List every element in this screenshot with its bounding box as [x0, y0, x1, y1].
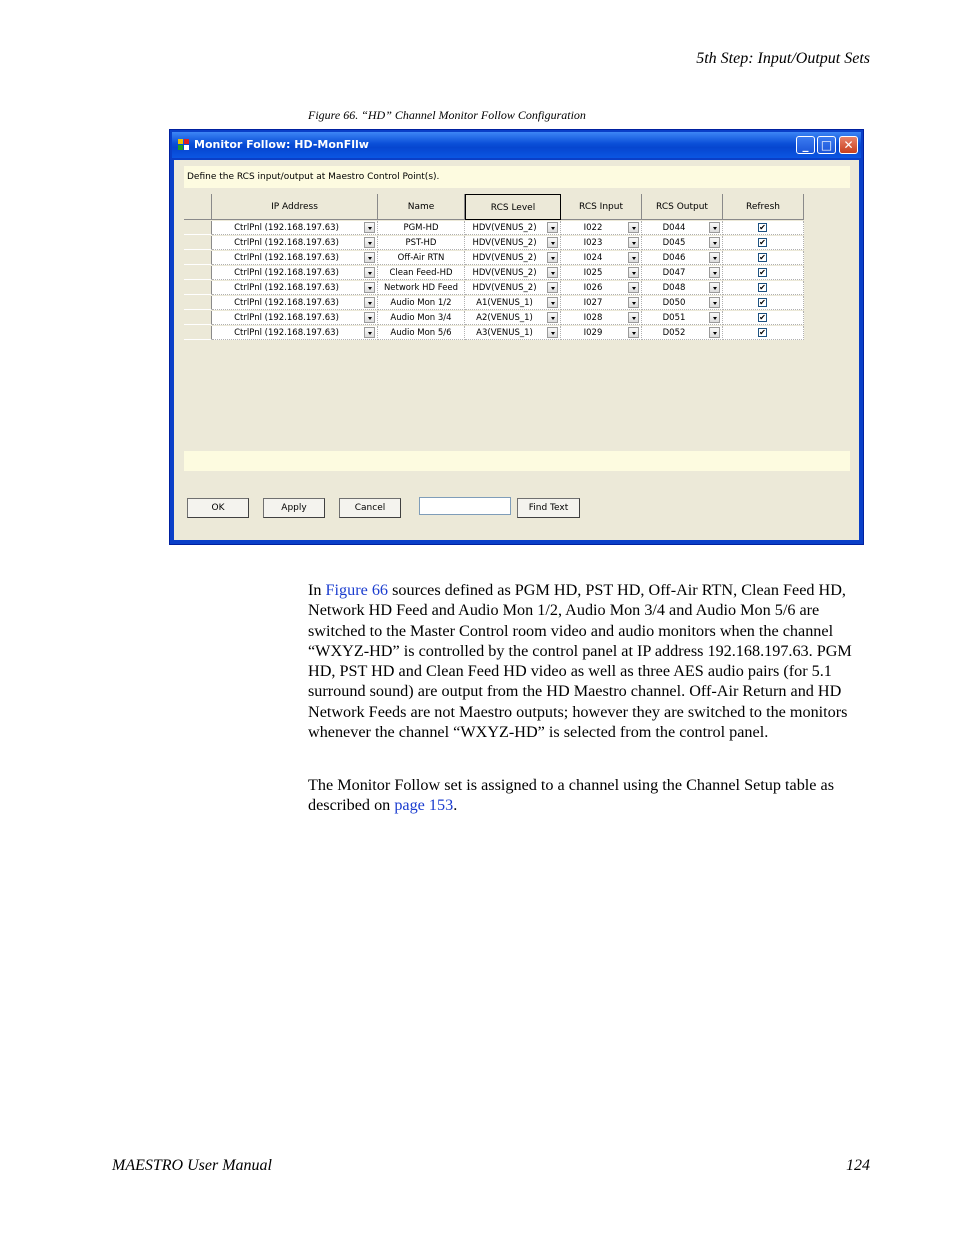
refresh-cell: [723, 281, 804, 295]
dropdown-arrow-icon[interactable]: [364, 327, 375, 338]
dropdown-arrow-icon[interactable]: [709, 252, 720, 263]
rcs-level-cell[interactable]: [465, 266, 561, 280]
name-cell-text: PGM-HD: [403, 223, 439, 233]
name-cell[interactable]: [378, 296, 465, 310]
rcs-level-cell[interactable]: [465, 221, 561, 235]
rcs-input-cell[interactable]: [561, 296, 642, 310]
title-bar[interactable]: [172, 132, 861, 158]
rcs-output-cell-text: D051: [662, 313, 686, 323]
column-header-ip-address[interactable]: IP Address: [212, 194, 378, 220]
rcs-level-cell-text: HDV(VENUS_2): [472, 268, 537, 278]
rcs-level-cell[interactable]: [465, 296, 561, 310]
rcs-output-cell[interactable]: [642, 251, 723, 265]
app-grid-icon: [178, 139, 190, 151]
rcs-level-cell[interactable]: [465, 251, 561, 265]
dropdown-arrow-icon[interactable]: [364, 282, 375, 293]
ip-address-cell[interactable]: [212, 266, 378, 280]
rcs-input-cell-text: I022: [583, 223, 603, 233]
p2-text: The Monitor Follow set is assigned to a channel using the Channel Setup table as described on: [308, 776, 835, 815]
dropdown-arrow-icon[interactable]: [547, 222, 558, 233]
rcs-input-cell[interactable]: [561, 221, 642, 235]
refresh-checkbox[interactable]: ✔: [759, 238, 766, 247]
row-header[interactable]: [184, 221, 212, 235]
refresh-cell: [723, 311, 804, 325]
figure-caption: Figure 66. “HD” Channel Monitor Follow Configuration: [308, 108, 586, 122]
dropdown-arrow-icon[interactable]: [709, 222, 720, 233]
figure-66-link[interactable]: Figure 66: [325, 581, 389, 599]
dropdown-arrow-icon[interactable]: [547, 327, 558, 338]
rcs-input-cell-text: I024: [583, 253, 603, 263]
refresh-cell: [723, 251, 804, 265]
ip-address-cell-text: CtrlPnl (192.168.197.63): [234, 313, 339, 323]
grid-corner: [184, 194, 212, 220]
dropdown-arrow-icon[interactable]: [628, 267, 639, 278]
column-header-rcs-level[interactable]: RCS Level: [465, 194, 561, 220]
column-header-name[interactable]: Name: [378, 194, 465, 220]
window-client-area: [174, 160, 859, 540]
dropdown-arrow-icon[interactable]: [547, 282, 558, 293]
close-button[interactable]: ✕: [839, 136, 858, 154]
page-153-link[interactable]: page 153: [394, 796, 454, 815]
ip-address-cell-text: CtrlPnl (192.168.197.63): [234, 268, 339, 278]
running-header: 5th Step: Input/Output Sets: [696, 50, 870, 67]
rcs-output-cell[interactable]: [642, 266, 723, 280]
apply-button[interactable]: Apply: [263, 498, 325, 518]
footer-manual-title: MAESTRO User Manual: [112, 1157, 272, 1174]
column-header-rcs-input[interactable]: RCS Input: [561, 194, 642, 220]
rcs-level-cell-text: A3(VENUS_1): [476, 328, 533, 338]
ip-address-cell-text: CtrlPnl (192.168.197.63): [234, 253, 339, 263]
name-cell[interactable]: [378, 311, 465, 325]
info-bar: Define the RCS input/output at Maestro Control Point(s).: [184, 166, 850, 188]
rcs-level-cell-text: HDV(VENUS_2): [472, 223, 537, 233]
dropdown-arrow-icon[interactable]: [709, 282, 720, 293]
rcs-output-cell-text: D050: [662, 298, 686, 308]
name-cell-text: Audio Mon 1/2: [390, 298, 452, 308]
status-bar: [184, 451, 850, 471]
row-header[interactable]: [184, 281, 212, 295]
dropdown-arrow-icon[interactable]: [628, 312, 639, 323]
footer-page-number: 124: [846, 1157, 870, 1174]
name-cell[interactable]: [378, 251, 465, 265]
dropdown-arrow-icon[interactable]: [364, 312, 375, 323]
rcs-output-cell-text: D047: [662, 268, 686, 278]
dropdown-arrow-icon[interactable]: [709, 297, 720, 308]
dropdown-arrow-icon[interactable]: [547, 252, 558, 263]
name-cell-text: Network HD Feed: [383, 283, 459, 293]
refresh-cell: [723, 221, 804, 235]
dropdown-arrow-icon[interactable]: [709, 237, 720, 248]
name-cell[interactable]: [378, 221, 465, 235]
rcs-output-cell-text: D052: [662, 328, 686, 338]
ip-address-cell[interactable]: [212, 236, 378, 250]
find-text-button[interactable]: Find Text: [517, 498, 580, 518]
ok-button[interactable]: OK: [187, 498, 249, 518]
column-header-rcs-output[interactable]: RCS Output: [642, 194, 723, 220]
column-header-refresh[interactable]: Refresh: [723, 194, 804, 220]
row-header[interactable]: [184, 236, 212, 250]
ip-address-cell[interactable]: [212, 221, 378, 235]
rcs-input-cell-text: I025: [583, 268, 603, 278]
monitor-follow-grid: [184, 194, 850, 441]
dropdown-arrow-icon[interactable]: [709, 327, 720, 338]
dropdown-arrow-icon[interactable]: [628, 237, 639, 248]
rcs-input-cell-text: I027: [583, 298, 603, 308]
name-cell-text: Off-Air RTN: [397, 253, 445, 263]
dropdown-arrow-icon[interactable]: [547, 267, 558, 278]
rcs-input-cell-text: I023: [583, 238, 603, 248]
minimize-button[interactable]: _: [796, 136, 815, 154]
dropdown-arrow-icon[interactable]: [709, 312, 720, 323]
refresh-checkbox[interactable]: ✔: [759, 283, 766, 292]
refresh-cell: [723, 326, 804, 340]
rcs-input-cell[interactable]: [561, 326, 642, 340]
rcs-level-cell-text: HDV(VENUS_2): [472, 283, 537, 293]
rcs-output-cell[interactable]: [642, 296, 723, 310]
ip-address-cell-text: CtrlPnl (192.168.197.63): [234, 238, 339, 248]
dropdown-arrow-icon[interactable]: [628, 297, 639, 308]
dropdown-arrow-icon[interactable]: [547, 312, 558, 323]
dropdown-arrow-icon[interactable]: [547, 237, 558, 248]
rcs-level-cell-text: HDV(VENUS_2): [472, 238, 537, 248]
cancel-button[interactable]: Cancel: [339, 498, 401, 518]
dropdown-arrow-icon[interactable]: [628, 327, 639, 338]
rcs-input-cell-text: I026: [583, 283, 603, 293]
rcs-output-cell-text: D046: [662, 253, 686, 263]
rcs-input-cell[interactable]: [561, 251, 642, 265]
ip-address-cell[interactable]: [212, 296, 378, 310]
dropdown-arrow-icon[interactable]: [628, 282, 639, 293]
p2-end: .: [453, 796, 458, 815]
paragraph-2: [308, 775, 870, 816]
rcs-input-cell[interactable]: [561, 236, 642, 250]
row-header[interactable]: [184, 326, 212, 340]
row-header[interactable]: [184, 311, 212, 325]
dropdown-arrow-icon[interactable]: [364, 252, 375, 263]
name-cell[interactable]: [378, 266, 465, 280]
row-header[interactable]: [184, 266, 212, 280]
refresh-checkbox[interactable]: ✔: [759, 328, 766, 337]
find-text-input[interactable]: [419, 497, 511, 515]
p1-intro: In: [308, 581, 326, 599]
rcs-level-cell-text: A2(VENUS_1): [476, 313, 533, 323]
dropdown-arrow-icon[interactable]: [628, 252, 639, 263]
refresh-cell: [723, 236, 804, 250]
dropdown-arrow-icon[interactable]: [364, 222, 375, 233]
ip-address-cell[interactable]: [212, 251, 378, 265]
ip-address-cell-text: CtrlPnl (192.168.197.63): [234, 283, 339, 293]
rcs-level-cell[interactable]: [465, 281, 561, 295]
name-cell-text: Audio Mon 3/4: [390, 313, 452, 323]
name-cell-text: Audio Mon 5/6: [390, 328, 452, 338]
rcs-output-cell[interactable]: [642, 326, 723, 340]
rcs-output-cell[interactable]: [642, 221, 723, 235]
rcs-level-cell[interactable]: [465, 311, 561, 325]
row-header[interactable]: [184, 296, 212, 310]
window-title: Monitor Follow: HD-MonFllw: [194, 138, 369, 151]
dropdown-arrow-icon[interactable]: [364, 267, 375, 278]
refresh-cell: [723, 296, 804, 310]
refresh-checkbox[interactable]: ✔: [759, 268, 766, 277]
rcs-output-cell-text: D048: [662, 283, 686, 293]
rcs-output-cell[interactable]: [642, 311, 723, 325]
dropdown-arrow-icon[interactable]: [709, 267, 720, 278]
ip-address-cell-text: CtrlPnl (192.168.197.63): [234, 223, 339, 233]
rcs-level-cell[interactable]: [465, 326, 561, 340]
dropdown-arrow-icon[interactable]: [628, 222, 639, 233]
ip-address-cell[interactable]: [212, 326, 378, 340]
ip-address-cell[interactable]: [212, 311, 378, 325]
refresh-checkbox[interactable]: ✔: [759, 313, 766, 322]
maximize-button[interactable]: □: [817, 136, 836, 154]
name-cell-text: Clean Feed-HD: [389, 268, 453, 278]
rcs-output-cell[interactable]: [642, 236, 723, 250]
ip-address-cell[interactable]: [212, 281, 378, 295]
paragraph-1: [308, 580, 870, 742]
p1-text: sources defined as PGM HD, PST HD, Off-Air RTN, Clean Feed HD, Network HD Feed and Audio Mon 1/2, Audio Mon 3/4 and Audio Mon 5/6 are switched to the Master Control room video and audio monitors when the channel “WXYZ-HD” is controlled by the control panel at IP address 192.168.197.63. PGM HD, PST HD and Clean Feed HD video as well as three AES audio pairs (for 5.1 surround sound) are output from the HD Maestro channel. Off-Air Return and HD Network Feeds are not Maestro outputs; however they are switched to the monitors whenever the channel “WXYZ-HD” is selected from the control panel.: [308, 581, 852, 742]
ip-address-cell-text: CtrlPnl (192.168.197.63): [234, 298, 339, 308]
monitor-follow-window: [169, 129, 864, 545]
row-header[interactable]: [184, 251, 212, 265]
name-cell[interactable]: [378, 326, 465, 340]
rcs-output-cell[interactable]: [642, 281, 723, 295]
rcs-input-cell-text: I028: [583, 313, 603, 323]
dropdown-arrow-icon[interactable]: [547, 297, 558, 308]
rcs-output-cell-text: D045: [662, 238, 686, 248]
name-cell-text: PST-HD: [405, 238, 437, 248]
rcs-level-cell-text: HDV(VENUS_2): [472, 253, 537, 263]
dropdown-arrow-icon[interactable]: [364, 297, 375, 308]
refresh-cell: [723, 266, 804, 280]
rcs-input-cell[interactable]: [561, 266, 642, 280]
refresh-checkbox[interactable]: ✔: [759, 223, 766, 232]
rcs-input-cell[interactable]: [561, 311, 642, 325]
rcs-input-cell[interactable]: [561, 281, 642, 295]
rcs-input-cell-text: I029: [583, 328, 603, 338]
refresh-checkbox[interactable]: ✔: [759, 298, 766, 307]
name-cell[interactable]: [378, 236, 465, 250]
rcs-level-cell-text: A1(VENUS_1): [476, 298, 533, 308]
name-cell[interactable]: [378, 281, 465, 295]
dropdown-arrow-icon[interactable]: [364, 237, 375, 248]
refresh-checkbox[interactable]: ✔: [759, 253, 766, 262]
rcs-output-cell-text: D044: [662, 223, 686, 233]
rcs-level-cell[interactable]: [465, 236, 561, 250]
ip-address-cell-text: CtrlPnl (192.168.197.63): [234, 328, 339, 338]
